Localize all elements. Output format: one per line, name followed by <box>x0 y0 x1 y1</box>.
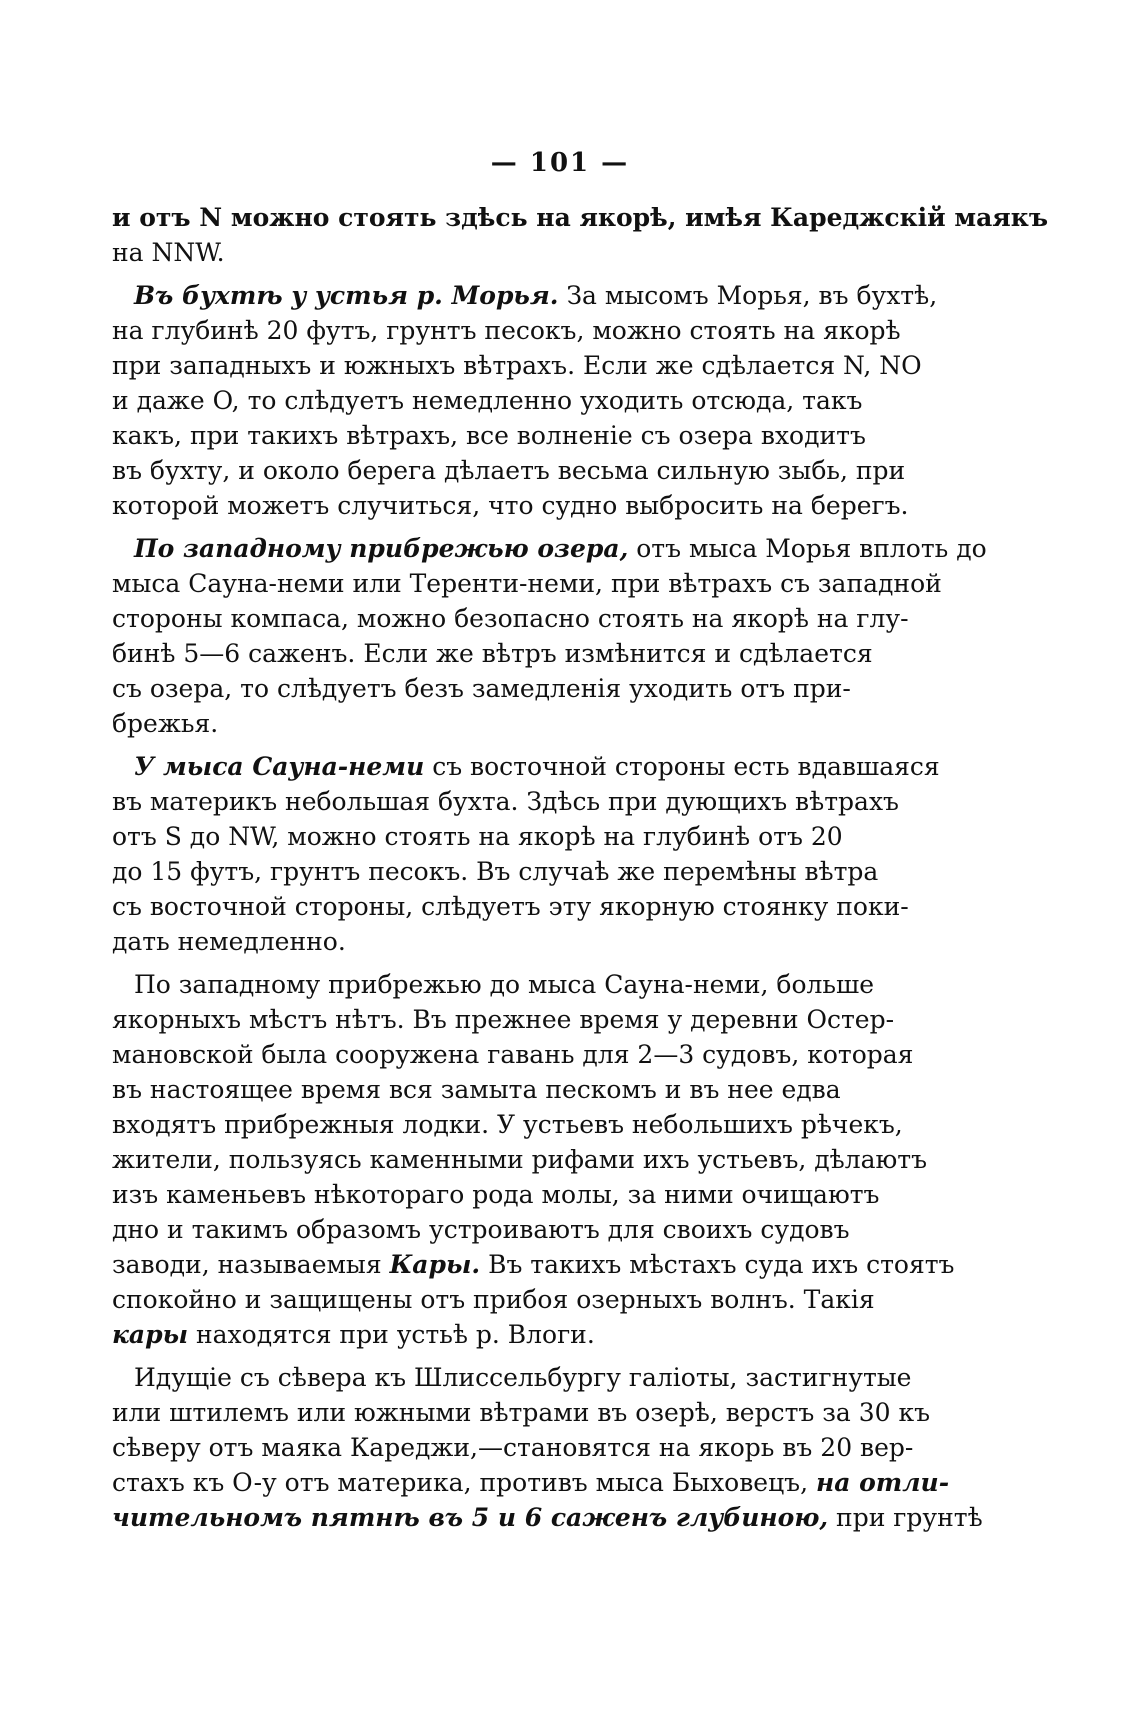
text-line <box>112 1360 912 1395</box>
text-segment: въ бухту, и около берега дѣлаетъ весьма сильную зыбь, при <box>112 456 906 485</box>
text-line <box>112 1430 914 1465</box>
text-segment: находятся при устьѣ р. Влоги. <box>188 1320 595 1349</box>
text-line <box>112 566 942 601</box>
text-line <box>112 278 938 313</box>
italic-heading: По западному прибрежью озера, <box>134 534 629 563</box>
text-segment: якорныхъ мѣстъ нѣтъ. Въ прежнее время у деревни Остер- <box>112 1005 895 1034</box>
text-line <box>112 784 899 819</box>
text-segment: которой можетъ случиться, что судно выбросить на берегъ. <box>112 491 909 520</box>
text-segment: какъ, при такихъ вѣтрахъ, все волненіе съ озера входитъ <box>112 421 866 450</box>
text-segment: брежья. <box>112 709 219 738</box>
text-segment: на глубинѣ 20 футъ, грунтъ песокъ, можно стоять на якорѣ <box>112 316 901 345</box>
text-segment: въ настоящее время вся замыта пескомъ и въ нее едва <box>112 1075 841 1104</box>
text-line <box>112 1002 895 1037</box>
text-segment: и отъ N можно стоять здѣсь на якорѣ, имѣя Кареджскій маякъ <box>112 203 1049 232</box>
text-line <box>112 1317 892 1352</box>
text-line <box>112 1465 950 1500</box>
italic-heading: кары <box>112 1320 189 1349</box>
text-segment: спокойно и защищены отъ прибоя озерныхъ волнъ. Такія <box>112 1285 875 1314</box>
text-segment: отъ мыса Морья вплоть до <box>628 534 987 563</box>
text-segment: мыса Сауна-неми или Теренти-неми, при вѣтрахъ съ западной <box>112 569 942 598</box>
text-line <box>112 1282 892 1317</box>
text-segment: въ материкъ небольшая бухта. Здѣсь при дующихъ вѣтрахъ <box>112 787 899 816</box>
text-line <box>112 453 906 488</box>
text-segment: изъ каменьевъ нѣкотораго рода молы, за ними очищаютъ <box>112 1180 880 1209</box>
text-line <box>112 383 892 418</box>
text-line <box>112 749 940 784</box>
text-line <box>112 671 892 706</box>
text-segment: жители, пользуясь каменными рифами ихъ устьевъ, дѣлаютъ <box>112 1145 928 1174</box>
text-segment: стороны компаса, можно безопасно стоять на якорѣ на глу- <box>112 604 909 633</box>
italic-heading: У мыса Сауна-неми <box>134 752 425 781</box>
text-segment: отъ S до NW, можно стоять на якорѣ на глубинѣ отъ 20 <box>112 822 843 851</box>
text-segment: заводи, называемыя <box>112 1250 390 1279</box>
text-line <box>112 924 892 959</box>
italic-heading: на отли- <box>815 1468 950 1497</box>
text-line <box>112 854 892 889</box>
text-line <box>112 1142 928 1177</box>
text-line <box>112 235 892 270</box>
italic-heading: Въ бухтѣ у устья р. Морья. <box>134 281 559 310</box>
text-line <box>112 889 909 924</box>
text-segment: при грунтѣ <box>828 1503 983 1532</box>
text-segment: съ озера, то слѣдуетъ безъ замедленія уходить отъ при- <box>112 674 851 703</box>
text-segment: Въ такихъ мѣстахъ суда ихъ стоятъ <box>480 1250 955 1279</box>
text-segment: или штилемъ или южными вѣтрами въ озерѣ, верстъ за 30 къ <box>112 1398 931 1427</box>
text-segment: до 15 футъ, грунтъ песокъ. Въ случаѣ же перемѣны вѣтра <box>112 857 879 886</box>
text-segment: съ восточной стороны, слѣдуетъ эту якорную стоянку поки- <box>112 892 909 921</box>
text-line <box>112 1500 983 1535</box>
text-line <box>112 418 892 453</box>
text-line <box>112 1177 892 1212</box>
text-line <box>112 601 909 636</box>
text-segment: За мысомъ Морья, въ бухтѣ, <box>558 281 938 310</box>
text-segment: дать немедленно. <box>112 927 346 956</box>
text-line <box>112 1247 955 1282</box>
text-line <box>112 348 922 383</box>
text-segment: мановской была сооружена гавань для 2—3 судовъ, которая <box>112 1040 914 1069</box>
text-line <box>112 1395 931 1430</box>
text-line <box>112 488 909 523</box>
text-line <box>112 636 892 671</box>
text-line <box>112 531 987 566</box>
body-text <box>112 200 1049 1535</box>
text-segment: съ восточной стороны есть вдавшаяся <box>424 752 940 781</box>
text-segment: бинѣ 5—6 саженъ. Если же вѣтръ измѣнится и сдѣлается <box>112 639 873 668</box>
text-line <box>112 200 1049 235</box>
text-segment: По западному прибрежью до мыса Сауна-неми, больше <box>134 970 875 999</box>
text-line <box>112 1037 914 1072</box>
page-number: — 101 — <box>490 148 630 178</box>
text-segment: сѣверу отъ маяка Кареджи,—становятся на якорь въ 20 вер- <box>112 1433 914 1462</box>
text-line <box>112 967 892 1002</box>
text-segment: стахъ къ O-у отъ материка, противъ мыса Быховецъ, <box>112 1468 816 1497</box>
italic-heading: чительномъ пятнѣ въ 5 и 6 саженъ глубиною, <box>112 1503 829 1532</box>
italic-heading: Кары. <box>389 1250 481 1279</box>
text-line <box>112 819 892 854</box>
text-line <box>112 1072 892 1107</box>
text-segment: при западныхъ и южныхъ вѣтрахъ. Если же сдѣлается N, NO <box>112 351 922 380</box>
text-line <box>112 1107 903 1142</box>
text-segment: и даже O, то слѣдуетъ немедленно уходить отсюда, такъ <box>112 386 863 415</box>
text-segment: на NNW. <box>112 238 225 267</box>
text-line <box>112 706 892 741</box>
text-segment: Идущіе съ сѣвера къ Шлиссельбургу галіоты, застигнутые <box>134 1363 912 1392</box>
text-line <box>112 313 901 348</box>
text-line <box>112 1212 892 1247</box>
text-segment: входятъ прибрежныя лодки. У устьевъ небольшихъ рѣчекъ, <box>112 1110 903 1139</box>
text-segment: дно и такимъ образомъ устроиваютъ для своихъ судовъ <box>112 1215 850 1244</box>
